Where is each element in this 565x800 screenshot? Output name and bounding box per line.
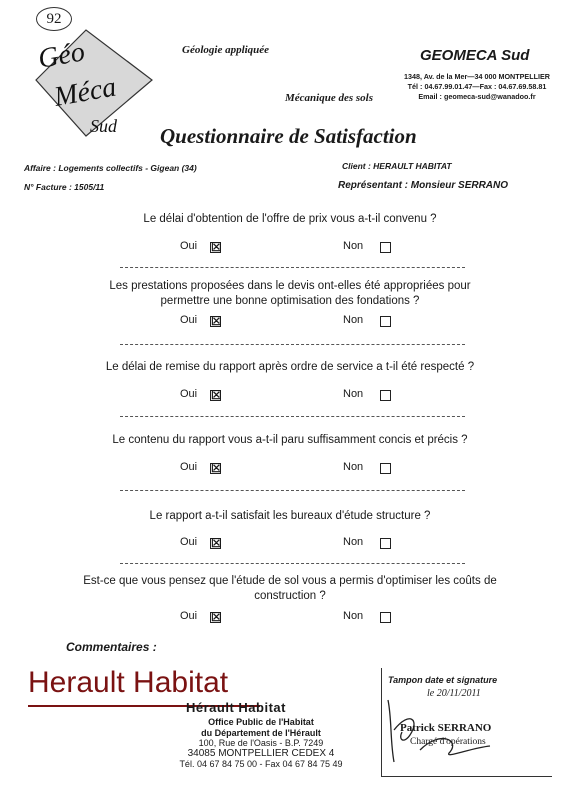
option-non-label: Non (343, 388, 364, 400)
option-oui-label: Oui (180, 240, 198, 252)
dashed-separator (120, 490, 465, 491)
tagline-geologie: Géologie appliquée (182, 44, 270, 56)
option-non-label: Non (343, 610, 364, 622)
option-oui-label: Oui (180, 536, 198, 548)
company-phone: Tél : 04.67.99.01.47—Fax : 04.67.69.58.81 (407, 82, 547, 91)
office-stamp (176, 717, 346, 770)
question-1 (40, 212, 540, 227)
office-line-1: Office Public de l'Habitat (208, 717, 314, 727)
question-text: Le délai d'obtention de l'offre de prix vous a-t-il convenu ? (143, 213, 437, 225)
option-non-label: Non (343, 536, 364, 548)
checkbox-non[interactable] (380, 242, 391, 253)
facture-field: N° Facture : 1505/11 (24, 182, 105, 192)
question-text: Le délai de remise du rapport après ordre de service a t-il été respecté ? (105, 361, 475, 373)
company-email: Email : geomeca-sud@wanadoo.fr (418, 92, 536, 101)
question-6 (40, 574, 540, 604)
question-text: Le contenu du rapport vous a-t-il paru suffisamment concis et précis ? (112, 434, 468, 446)
option-oui-label: Oui (180, 610, 198, 622)
question-5 (40, 509, 540, 524)
stamp-title: Tampon date et signature (388, 675, 498, 685)
question-text: Les prestations proposées dans le devis ont-elles été appropriées pour (109, 280, 471, 292)
office-line-2: du Département de l'Hérault (201, 727, 321, 738)
option-oui-label: Oui (180, 461, 198, 473)
checkbox-oui[interactable]: ☒ (211, 314, 222, 328)
dashed-separator (120, 344, 465, 345)
checkbox-non[interactable] (380, 463, 391, 474)
option-non-label: Non (343, 461, 364, 473)
geomeca-logo (28, 28, 158, 140)
checkbox-oui[interactable]: ☒ (211, 610, 222, 624)
checkbox-non[interactable] (380, 390, 391, 401)
checkbox-non[interactable] (380, 612, 391, 623)
company-name: GEOMECA Sud (420, 47, 530, 64)
question-text: Est-ce que vous pensez que l'étude de sol vous a permis d'optimiser les coûts de (83, 575, 497, 587)
logo-text-meca: Méca (51, 71, 119, 113)
dashed-separator (120, 563, 465, 564)
logo-text-sud: Sud (90, 116, 117, 136)
representant-field: Représentant : Monsieur SERRANO (338, 180, 509, 191)
page-title: Questionnaire de Satisfaction (160, 124, 417, 148)
question-text: Le rapport a-t-il satisfait les bureaux d'étude structure ? (149, 510, 431, 522)
option-oui-label: Oui (180, 388, 198, 400)
handwritten-page-number: 92 (36, 7, 72, 31)
question-2 (40, 279, 540, 309)
comments-label: Commentaires : (66, 640, 157, 654)
checkbox-oui[interactable]: ☒ (211, 388, 222, 402)
checkbox-non[interactable] (380, 316, 391, 327)
dashed-separator (120, 416, 465, 417)
checkbox-non[interactable] (380, 538, 391, 549)
office-line-3: 100, Rue de l'Oasis - B.P. 7249 (198, 738, 324, 748)
checkbox-oui[interactable]: ☒ (211, 461, 222, 475)
signatory-name: Patrick SERRANO (400, 722, 492, 734)
tagline-mecanique: Mécanique des sols (285, 92, 373, 104)
option-oui-label: Oui (180, 314, 198, 326)
option-non-label: Non (343, 314, 364, 326)
question-4 (40, 433, 540, 448)
client-field: Client : HERAULT HABITAT (342, 161, 452, 171)
question-3 (40, 360, 540, 375)
checkbox-oui[interactable]: ☒ (211, 240, 222, 254)
office-line-4: 34085 MONTPELLIER CEDEX 4 (187, 747, 335, 759)
logo-text-geo: Géo (35, 36, 88, 75)
affaire-field: Affaire : Logements collectifs - Gigean (34) (24, 163, 197, 173)
dashed-separator (120, 267, 465, 268)
office-stamp-name: Hérault Habitat (186, 700, 286, 715)
question-text-line2: permettre une bonne optimisation des fondations ? (160, 295, 420, 307)
signature-date: le 20/11/2011 (427, 688, 481, 699)
question-text-line2: construction ? (254, 590, 326, 602)
checkbox-oui[interactable]: ☒ (211, 536, 222, 550)
company-contact (392, 72, 562, 102)
office-line-5: Tél. 04 67 84 75 00 - Fax 04 67 84 75 49 (179, 759, 343, 769)
option-non-label: Non (343, 240, 364, 252)
company-address: 1348, Av. de la Mer—34 000 MONTPELLIER (404, 72, 550, 81)
signatory-role: Chargé d'opérations (410, 737, 486, 747)
herault-habitat-heading: Herault Habitat (28, 666, 229, 699)
